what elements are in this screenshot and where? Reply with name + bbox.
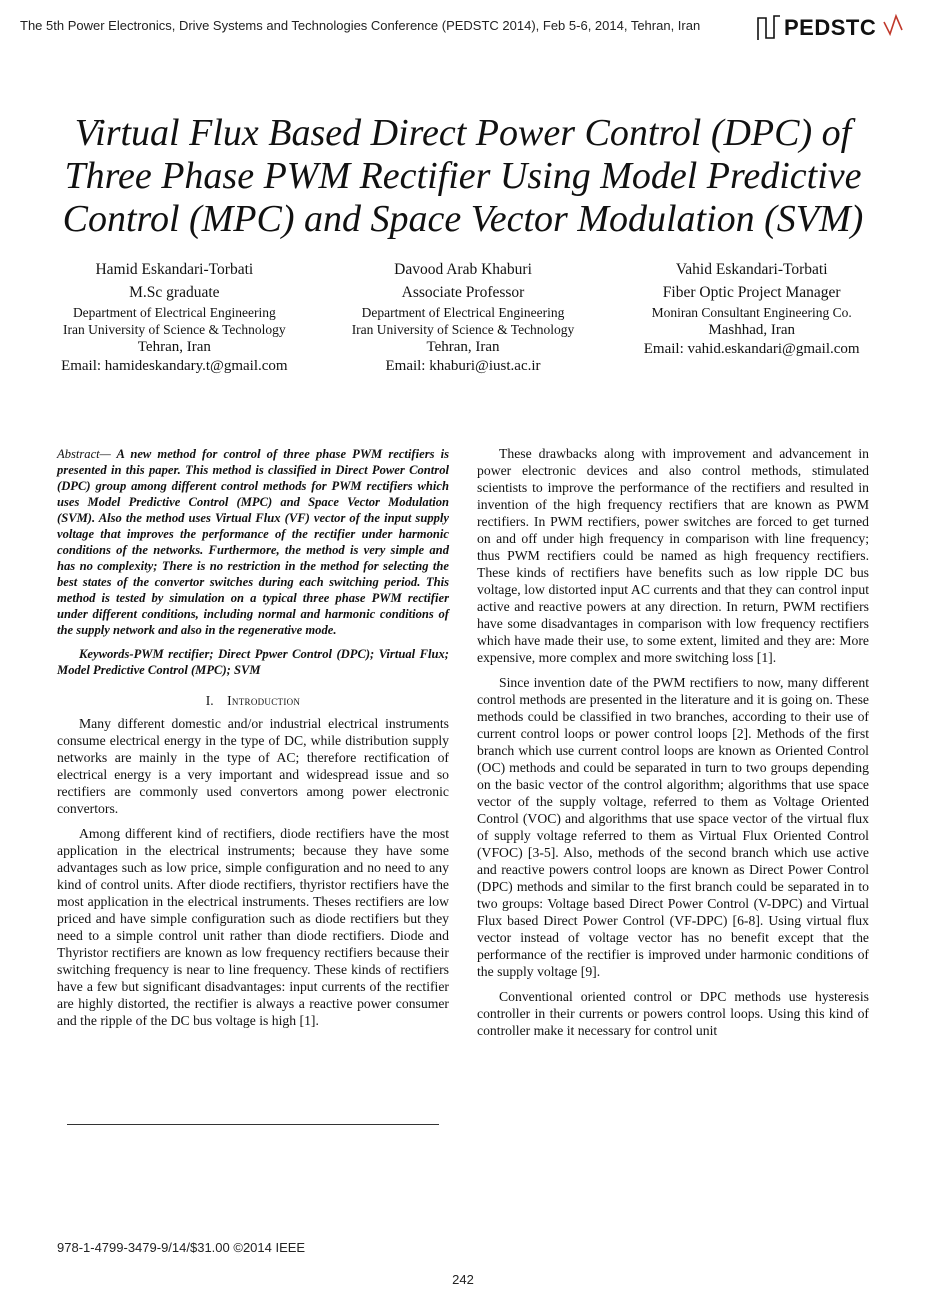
author-city: Mashhad, Iran xyxy=(708,322,795,338)
author-affiliation: Department of Electrical Engineering xyxy=(72,305,276,320)
section-number: I. xyxy=(205,693,214,708)
right-column xyxy=(477,446,869,1047)
body-paragraph: Conventional oriented control or DPC methods use hysteresis controller in their currents or powers control loops. Using this kind of controller make it necessary for control unit xyxy=(477,989,869,1038)
author-2 xyxy=(319,258,608,376)
author-role: M.Sc graduate xyxy=(129,284,220,301)
author-affiliation: Moniran Consultant Engineering Co. xyxy=(651,305,852,320)
author-1 xyxy=(30,258,319,376)
footnote-divider xyxy=(67,1124,439,1125)
body-paragraph: Since invention date of the PWM rectifiers to now, many different control methods are presented in the literature and it is going on. These methods could be classified in two branches, according to their use of current control loops or power control loops [2]. Methods of the first branch which use current control loops are known as Oriented Control (OC) methods and could be separated in turn to two groups depending on the basic vector of the control algorithm; algorithms that use space vector of the supply voltage, referred to them as Voltage Oriented Control (VOC) and algorithms that use space vector of the virtual flux of supply voltage referred to them as Virtual Flux Oriented Control (VFOC) [3-5]. Also, methods of the second branch which use active and reactive powers control loops are known as Direct Power Control (DPC) methods and similar to the first branch could be separated in to two groups: Voltage based Direct Power Control (V-DPC) and Virtual Flux based Direct Power Control (VF-DPC) [6-8]. Using virtual flux vector instead of voltage vector has no benefit except that the performance of the rectifier is improved under harmonic conditions of the supply voltage [9]. xyxy=(477,675,869,979)
abstract-text: A new method for control of three phase PWM rectifiers is presented in this paper. This method is classified in Direct Power Control (DPC) group among different control methods for PWM rectifiers which uses Model Predictive Control (MPC) and Space Vector Modulation (SVM). Also the method uses Virtual Flux (VF) vector of the input supply voltage that improves the performance of the rectifier under harmonic conditions of the networks. Furthermore, the method is very simple and has no complexity; There is no restriction in the method for selecting the best states of the convertor switches during each switching period. This method is tested by simulation on a typical three phase PWM rectifier under different conditions, including normal and harmonic conditions of the supply network and also in the regenerative mode. xyxy=(57,447,449,637)
pedstc-logo xyxy=(756,12,906,44)
author-affiliation: Iran University of Science & Technology xyxy=(351,322,575,337)
author-city: Tehran, Iran xyxy=(426,339,500,355)
author-affiliation: Department of Electrical Engineering xyxy=(361,305,565,320)
conference-header: The 5th Power Electronics, Drive Systems and Technologies Conference (PEDSTC 2014), Feb 5-6, 2014, Tehran, Iran xyxy=(20,18,701,33)
author-name: Vahid Eskandari-Torbati xyxy=(675,261,828,278)
author-name: Hamid Eskandari-Torbati xyxy=(95,261,254,278)
body-paragraph: These drawbacks along with improvement and advancement in power electronic devices and also control methods, stimulated scientists to improve the performance of the rectifiers and resulted in invention of the high frequency rectifiers that are known as PWM rectifiers. In PWM rectifiers, power switches are forced to get turned on and off under high frequency in comparison with line frequency; thus PWM rectifiers could be named as high frequency rectifiers. These kinds of rectifiers have benefits such as low ripple DC bus voltage, low distorted input AC currents and that they can control input active and reactive powers at any direction. In return, PWM rectifiers have some disadvantages in comparison with low frequency rectifiers which have made their use, to some extent, limited and they are: More expensive, more complex and more switching loss [1]. xyxy=(477,446,869,665)
author-email: Email: vahid.eskandari@gmail.com xyxy=(643,341,860,357)
author-name: Davood Arab Khaburi xyxy=(394,261,532,278)
logo-text: PEDSTC xyxy=(784,15,877,40)
page-number: 242 xyxy=(452,1272,474,1287)
paper-title: Virtual Flux Based Direct Power Control (DPC) of Three Phase PWM Rectifier Using Model Predictive Control (MPC) and Space Vector Modulation (SVM) xyxy=(62,112,864,240)
author-3 xyxy=(607,258,896,376)
abstract xyxy=(57,446,449,638)
section-title: Introduction xyxy=(227,693,301,708)
left-column xyxy=(57,446,449,1037)
copyright-notice: 978-1-4799-3479-9/14/$31.00 ©2014 IEEE xyxy=(57,1240,306,1255)
author-affiliation: Iran University of Science & Technology xyxy=(63,322,286,337)
abstract-label: Abstract— xyxy=(57,447,111,461)
body-paragraph: Among different kind of rectifiers, diode rectifiers have the most application in the electrical instruments; because they have some advantages such as low price, simple configuration and no need to any kind of control units. After diode rectifiers, thyristor rectifiers have the most application in the electrical instruments. Theses rectifiers are low priced and have simple configuration such as diode rectifiers but they need to a simple control unit rather than diode rectifiers. Diode and Thyristor rectifiers are known as low frequency rectifiers because their switching frequency is near to line frequency. These kinds of rectifiers have a few but significant disadvantages: input currents of the rectifier are highly distorted, the rectifier is always a reactive power consumer and the ripple of the DC bus voltage is high [1]. xyxy=(57,826,449,1028)
body-paragraph: Many different domestic and/or industrial electrical instruments consume electrical energy in the type of DC, while distribution supply networks are mainly in the type of AC; therefore rectification of electrical energy is a very important and widespread issue and so rectifiers are commonly used convertors among power electronic convertors. xyxy=(57,716,449,816)
author-role: Fiber Optic Project Manager xyxy=(662,284,841,301)
author-role: Associate Professor xyxy=(401,284,525,301)
author-city: Tehran, Iran xyxy=(137,339,211,355)
section-heading xyxy=(57,692,449,709)
author-email: Email: khaburi@iust.ac.ir xyxy=(385,358,541,374)
author-block xyxy=(30,258,896,376)
keywords: Keywords-PWM rectifier; Direct Ppwer Control (DPC); Virtual Flux; Model Predictive Control (MPC); SVM xyxy=(57,647,449,677)
author-email: Email: hamideskandary.t@gmail.com xyxy=(61,358,288,374)
